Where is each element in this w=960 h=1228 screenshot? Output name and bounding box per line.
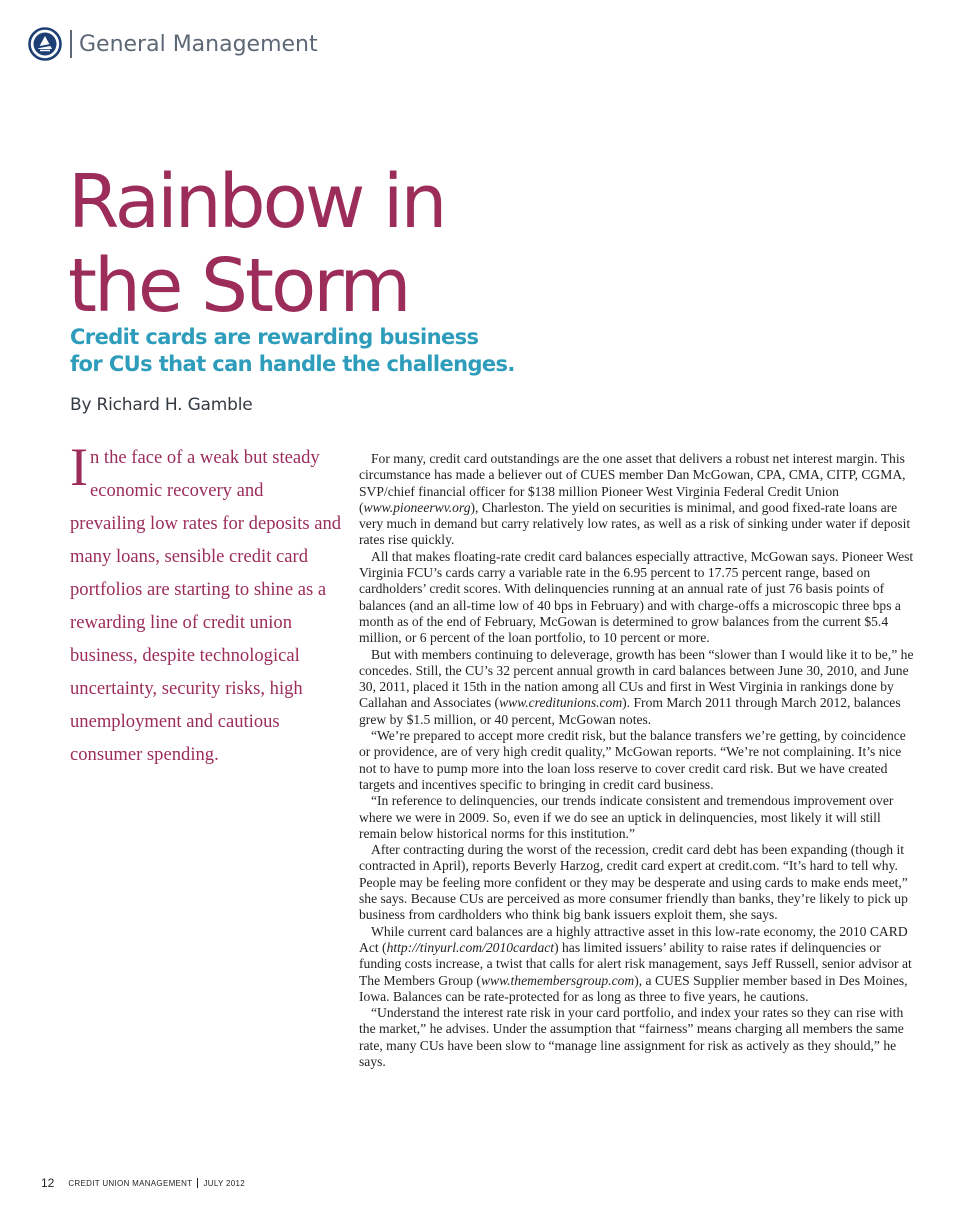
url-link[interactable]: www.themembersgroup.com <box>480 972 635 988</box>
title-line-2: the Storm <box>68 243 409 329</box>
article-deck <box>70 437 342 771</box>
url-link[interactable]: http://tinyurl.com/2010cardact <box>386 939 555 955</box>
publication-name: CREDIT UNION MANAGEMENT <box>68 1178 193 1188</box>
body-paragraph <box>359 451 917 549</box>
text-run: ), a CUES Supplier member based in Des Moines, Iowa. Balances can be rate-protected for as long as three to five years, he cautions. <box>359 972 908 1004</box>
url-link[interactable]: www.creditunions.com <box>499 695 623 711</box>
body-paragraph: “Understand the interest rate risk in your card portfolio, and index your rates so they can rise with the market,” he advises. Under the assumption that “fairness” means charging all members the same rate, many CUs have been slow to “manage line assignment for risk as actively as they should,” he says. <box>359 1005 904 1069</box>
text-run: ), Charleston. The yield on securities is minimal, and good fixed-rate loans are very much in demand but carry relatively low rates, as well as a risk of sinking under water if deposit rates rise quickly. <box>359 499 911 548</box>
article-subtitle <box>70 324 515 378</box>
body-paragraph: All that makes floating-rate credit card balances especially attractive, McGowan says. Pioneer West Virginia FCU’s cards carry a variable rate in the 6.95 percent to 17.75 percent range, based on cardholders’ credit scores. With delinquencies running at an annual rate of just 76 basis points of balances (and an all-time low of 40 bps in February) and with charge-offs a microscopic three bps a month as of the end of February, McGowan is determined to grow balances from the current $5.4 million, or 6 percent of the loan portfolio, to 10 percent or more. <box>359 548 914 646</box>
section-label: General Management <box>79 31 318 57</box>
cues-logo-icon <box>28 27 62 61</box>
body-column <box>359 451 917 1070</box>
text-run: While current card balances are a highly attractive asset in this low-rate economy, the 2010 CARD Act ( <box>359 923 908 955</box>
footer-divider <box>197 1178 198 1188</box>
body-paragraph: After contracting during the worst of the recession, credit card debt has been expanding (though it contracted in April), reports Beverly Harzog, credit card expert at credit.com. “It’s hard to tell why. People may be feeling more confident or they may be desperate and using cards to make ends meet,” she says. Because CUs are perceived as more consumer friendly than banks, they’re likely to pick up business from cardholders who think big bank issuers exploit them, she says. <box>359 842 908 923</box>
subtitle-line-1: Credit cards are rewarding business <box>70 325 479 349</box>
text-run: ). From March 2011 through March 2012, balances grew by $1.5 million, or 40 percent, McGowan notes. <box>359 695 901 727</box>
drop-cap: I <box>70 437 88 497</box>
body-paragraph <box>359 924 917 1005</box>
title-line-1: Rainbow in <box>68 159 445 245</box>
section-header <box>28 26 318 62</box>
page-number: 12 <box>41 1176 55 1190</box>
text-run: For many, credit card outstandings are the one asset that delivers a robust net interest margin. This circumstance has made a believer out of CUES member Dan McGowan, CPA, CMA, CITP, CGMA, SVP/chief financial officer for $138 million Pioneer West Virginia Federal Credit Union ( <box>359 451 906 515</box>
body-paragraph: “In reference to delinquencies, our trends indicate consistent and tremendous improvement over where we were in 2009. So, even if we do see an uptick in delinquencies, most likely it will still remain below historical norms for this institution.” <box>359 793 894 841</box>
text-run: ) has limited issuers’ ability to raise rates if delinquencies or funding costs increase, a twist that calls for alert risk management, says Jeff Russell, senior advisor at The Members Group ( <box>359 939 912 988</box>
text-run: But with members continuing to deleverage, growth has been “slower than I would like it to be,” he concedes. Still, the CU’s 32 percent annual growth in card balances between June 30, 2010, and June 30, 2011, placed it 15th in the nation among all CUs and first in West Virginia in rankings done by Callahan and Associates ( <box>359 646 914 711</box>
article-title <box>68 160 444 328</box>
issue-date: JULY 2012 <box>203 1178 245 1188</box>
byline: By Richard H. Gamble <box>70 395 253 415</box>
url-link[interactable]: www.pioneerwv.org <box>363 499 471 515</box>
header-divider <box>70 30 72 58</box>
body-paragraph: “We’re prepared to accept more credit risk, but the balance transfers we’re getting, by coincidence or providence, are of very high credit quality,” McGowan reports. “We’re not complaining. It’s nice not to have to pump more into the loan loss reserve to cover credit card risk. But we have created targets and incentives specific to bringing in credit card business. <box>359 728 906 792</box>
subtitle-line-2: for CUs that can handle the challenges. <box>70 352 515 376</box>
page-footer <box>41 1176 245 1190</box>
body-paragraph <box>359 647 917 728</box>
deck-text: n the face of a weak but steady economic recovery and prevailing low rates for deposits and many loans, sensible credit card portfolios are starting to shine as a rewarding line of credit union business, despite technological uncertainty, security risks, high unemployment and cautious consumer spending. <box>70 447 342 765</box>
